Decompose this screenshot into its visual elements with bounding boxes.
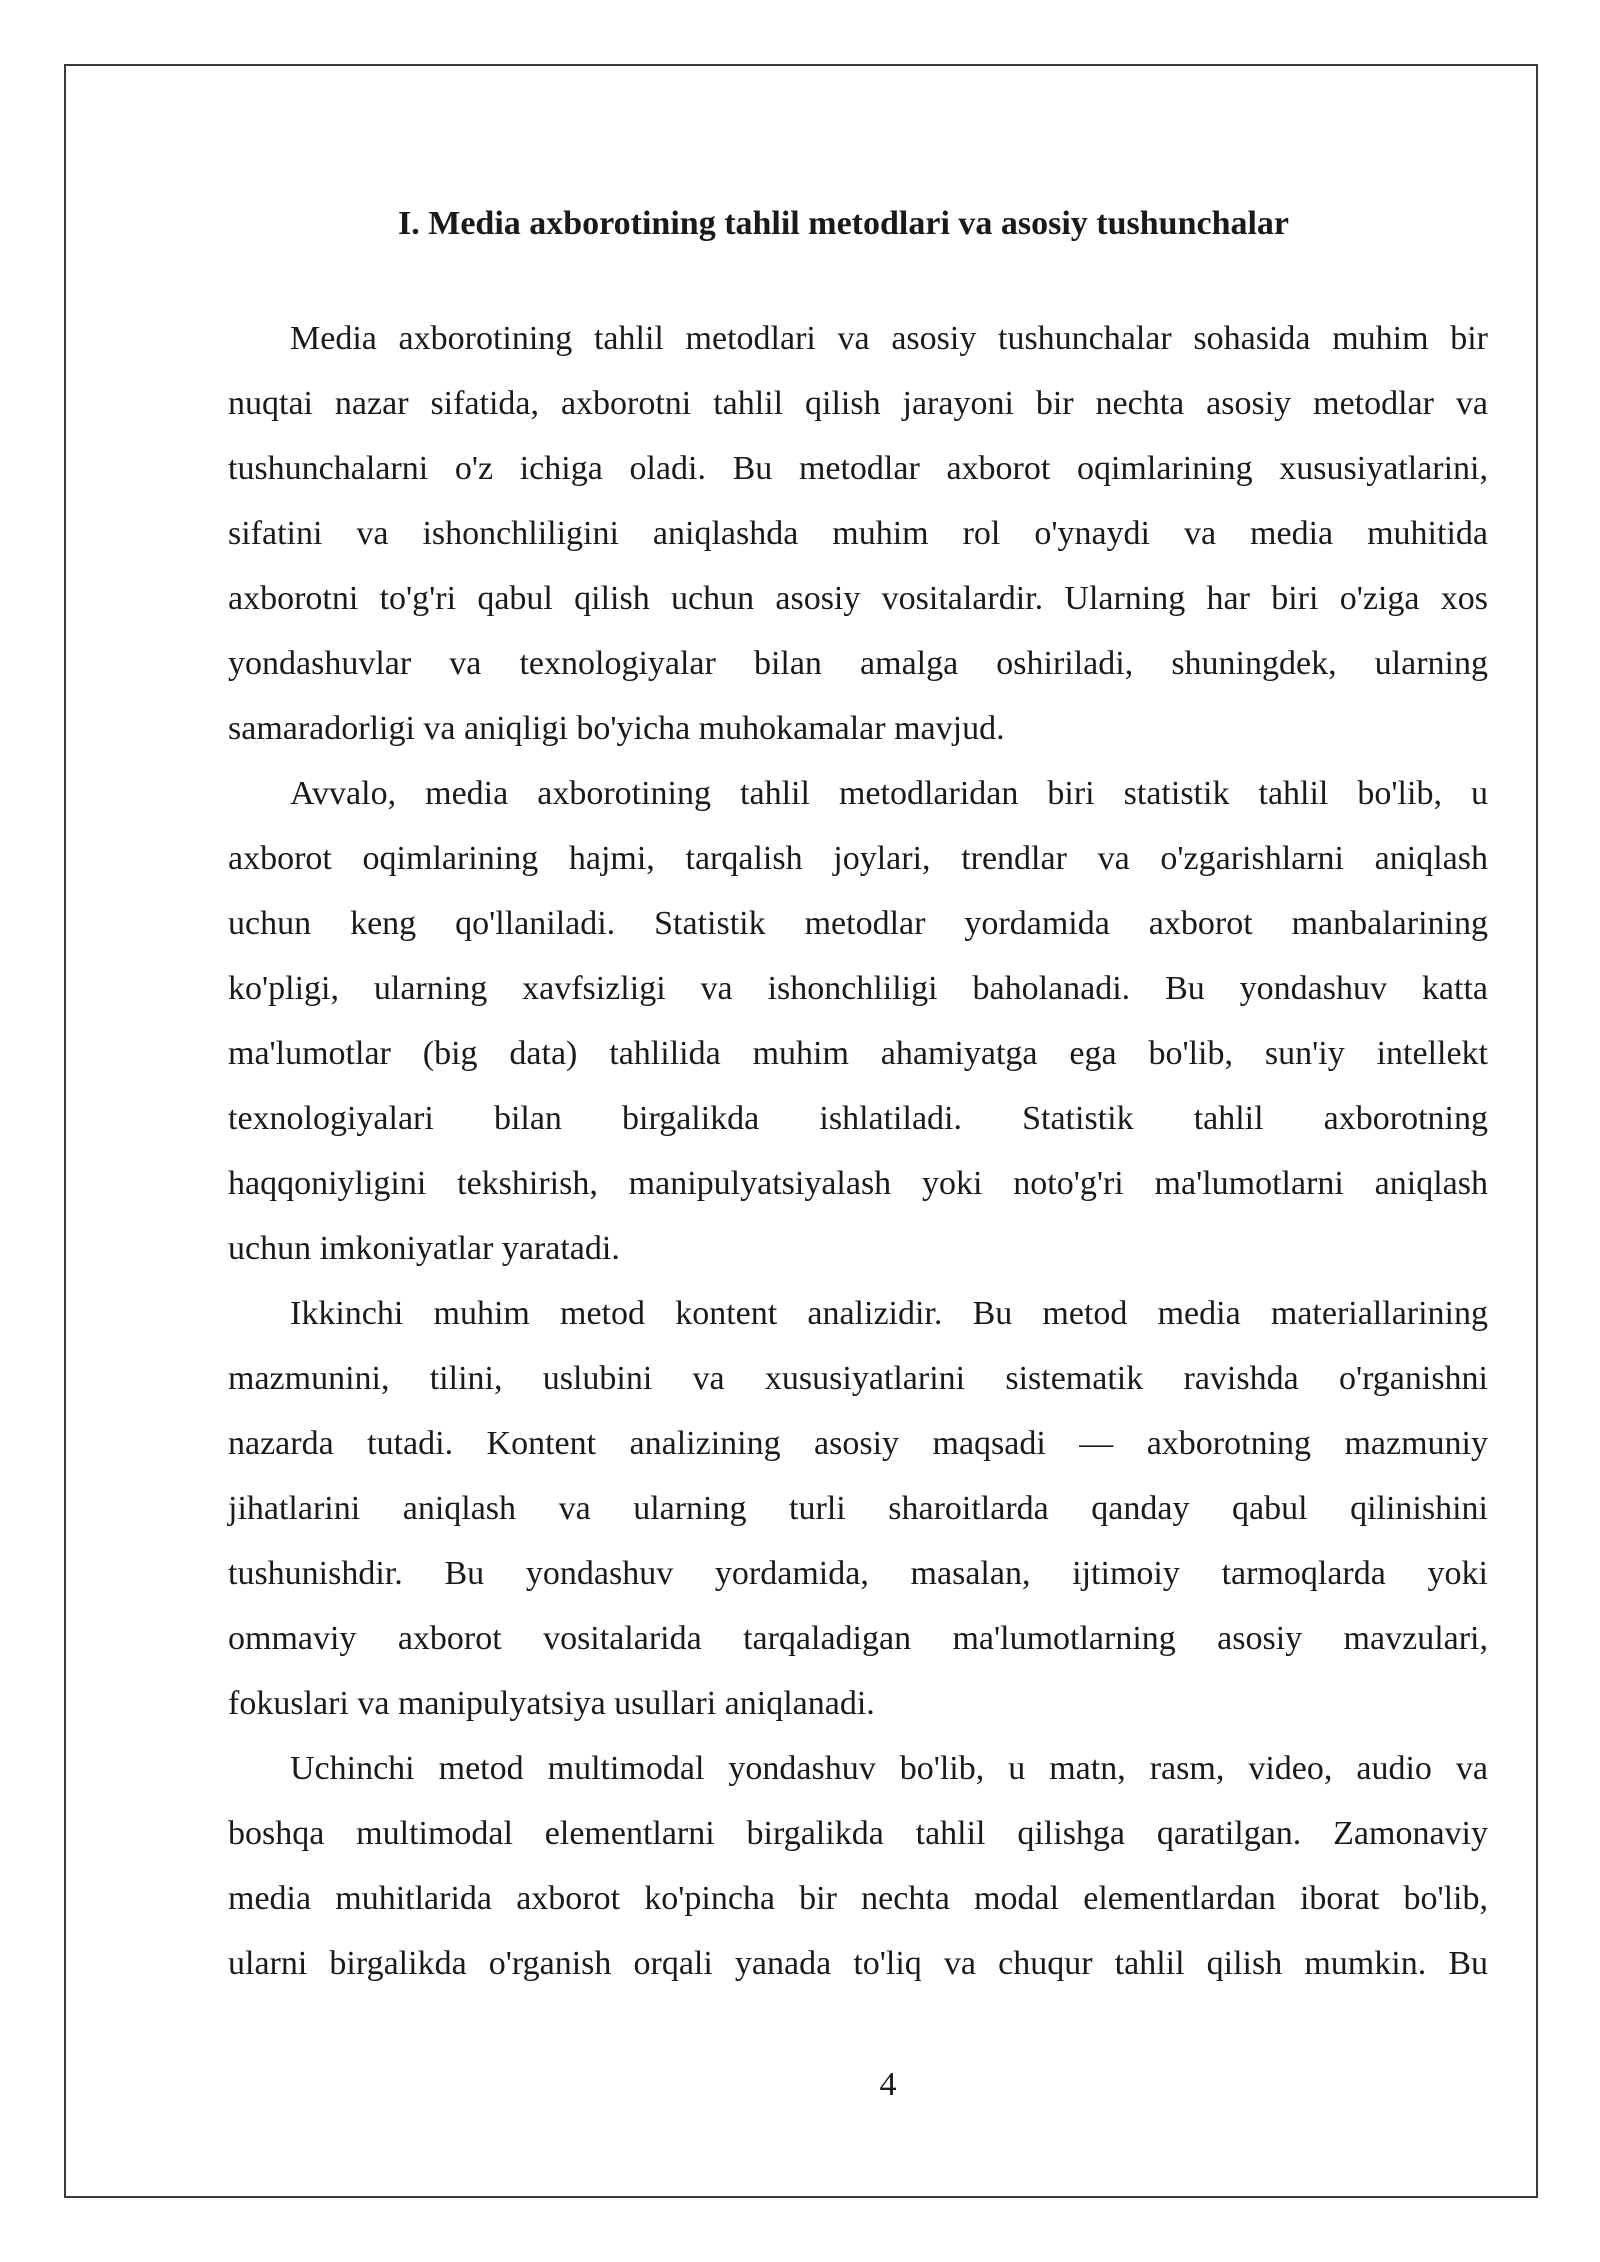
text-line: ma'lumotlar (big data) tahlilida muhim ahamiyatga ega bo'lib, sun'iy intellekt [228,1035,1488,1072]
text-line: Avvalo, media axborotining tahlil metodlaridan biri statistik tahlil bo'lib, u [290,775,1488,812]
text-line: nuqtai nazar sifatida, axborotni tahlil qilish jarayoni bir nechta asosiy metodlar va [228,385,1488,422]
text-line: boshqa multimodal elementlarni birgalikda tahlil qilishga qaratilgan. Zamonaviy [228,1815,1488,1852]
text-line: uchun imkoniyatlar yaratadi. [228,1230,620,1267]
text-line: jihatlarini aniqlash va ularning turli sharoitlarda qanday qabul qilinishini [228,1490,1488,1527]
section-heading: I. Media axborotining tahlil metodlari va asosiy tushunchalar [398,205,1290,242]
text-line: ularni birgalikda o'rganish orqali yanada to'liq va chuqur tahlil qilish mumkin. Bu [228,1945,1488,1982]
text-line: haqqoniyligini tekshirish, manipulyatsiyalash yoki noto'g'ri ma'lumotlarni aniqlash [228,1165,1488,1202]
text-line: samaradorligi va aniqligi bo'yicha muhokamalar mavjud. [228,710,1005,747]
text-line: uchun keng qo'llaniladi. Statistik metodlar yordamida axborot manbalarining [228,905,1488,942]
text-line: axborotni to'g'ri qabul qilish uchun asosiy vositalardir. Ularning har biri o'ziga xos [228,580,1488,617]
text-line: texnologiyalari bilan birgalikda ishlatiladi. Statistik tahlil axborotning [228,1100,1488,1137]
text-line: Uchinchi metod multimodal yondashuv bo'lib, u matn, rasm, video, audio va [290,1750,1488,1787]
text-line: media muhitlarida axborot ko'pincha bir nechta modal elementlardan iborat bo'lib, [228,1880,1488,1917]
text-line: fokuslari va manipulyatsiya usullari aniqlanadi. [228,1685,875,1722]
text-line: Media axborotining tahlil metodlari va asosiy tushunchalar sohasida muhim bir [290,320,1488,357]
body-paragraph [228,306,1488,761]
body-paragraph [228,1736,1488,1996]
text-line: Ikkinchi muhim metod kontent analizidir. Bu metod media materiallarining [290,1295,1488,1332]
text-line: sifatini va ishonchliligini aniqlashda muhim rol o'ynaydi va media muhitida [228,515,1488,552]
text-line: tushunishdir. Bu yondashuv yordamida, masalan, ijtimoiy tarmoqlarda yoki [228,1555,1488,1592]
text-line: nazarda tutadi. Kontent analizining asosiy maqsadi — axborotning mazmuniy [228,1425,1488,1462]
text-line: tushunchalarni o'z ichiga oladi. Bu metodlar axborot oqimlarining xususiyatlarini, [228,450,1488,487]
body-text [228,306,1488,1996]
text-line: mazmunini, tilini, uslubini va xususiyatlarini sistematik ravishda o'rganishni [228,1360,1488,1397]
page-number: 4 [879,2066,897,2103]
text-line: axborot oqimlarining hajmi, tarqalish joylari, trendlar va o'zgarishlarni aniqlash [228,840,1488,877]
text-line: ommaviy axborot vositalarida tarqaladigan ma'lumotlarning asosiy mavzulari, [228,1620,1488,1657]
text-line: ko'pligi, ularning xavfsizligi va ishonchliligi baholanadi. Bu yondashuv katta [228,970,1488,1007]
document-content [228,196,1488,1996]
text-line: yondashuvlar va texnologiyalar bilan amalga oshiriladi, shuningdek, ularning [228,645,1488,682]
body-paragraph [228,761,1488,1281]
body-paragraph [228,1281,1488,1736]
